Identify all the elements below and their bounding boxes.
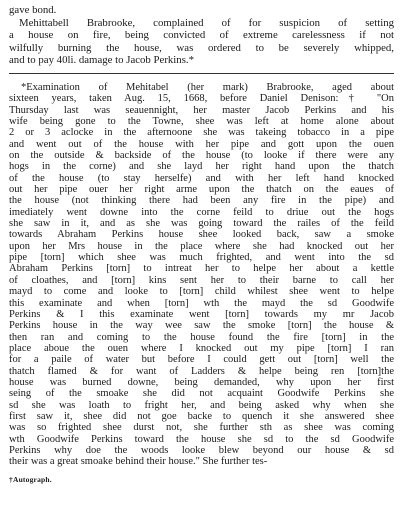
text-line: their was a great smoake behind their house." She further tes- [9, 456, 268, 468]
text-line: a house on fire, being convicted of extreme carelessness if not [9, 29, 394, 42]
text-line: thatch flamed & for want of Ladders & helpe being ren [torn]the [9, 365, 394, 377]
text-line: this examinate and when [torn] wth the mayd the sd Goodwife [9, 297, 394, 309]
text-line: on the outside & backside of the house (to looke if there were any [9, 150, 394, 162]
text-line: place aboue the ouen where I knocked out my pipe [torn] I ran [9, 342, 394, 354]
text-line: hogs in the corne) and she layd her right hand upon the thatch [9, 161, 394, 173]
text-line: 2 or 3 aclocke in the afternoone she was takeing tobacco in a pipe [9, 127, 394, 139]
text-line: mayd to come and looke to [torn] child whilest shee went to helpe [9, 286, 394, 298]
text-line: *Examination of Mehitabel (her mark) Brabrooke, aged about [21, 81, 394, 93]
text-line: Perkins why doe the woods looke blew beyond our house & sd [9, 444, 394, 456]
text-line: Perkins & I this examinate went [torn] towards my mr Jacob [9, 308, 394, 320]
text-line: seing of the smoake she did not acquaint Goodwife Perkins she [9, 388, 394, 400]
footnote-divider [9, 73, 394, 74]
text-line: wilfully burning the house, was ordered to be severely whipped, [9, 41, 394, 54]
text-line: imediately went downe into the corne feild to driue out the hogs [9, 206, 394, 218]
text-line: pipe [torn] which shee was much frighted, and went into the sd [9, 252, 394, 264]
text-line: Abraham Perkins [torn] to intreat her to helpe her about a kettle [9, 263, 394, 275]
text-line: of the house (to stay herselfe) and with her left hand knocked [9, 172, 394, 184]
text-line: and to pay 40li. damage to Jacob Perkins.* [9, 54, 195, 67]
text-line: upon her Mrs house in the place where she had knocked out her [9, 240, 394, 252]
text-line: wth Goodwife Perkins toward the house she sd to the sd Goodwife [9, 433, 394, 445]
text-line: sd she was loath to fright her, and being asked why when she [9, 399, 394, 411]
text-line: house was burned downe, being demanded, why upon her first [9, 376, 394, 388]
main-paragraph [9, 4, 394, 67]
text-line: and went out of the house with her pipe and gott upon the ouen [9, 138, 394, 150]
footnote-mark: †Autograph. [9, 474, 52, 484]
text-line: first saw it, shee did not goe backe to quench it she answered shee [9, 410, 394, 422]
text-line: the house (not thinking there had been any fire in the pipe) and [9, 195, 394, 207]
text-line: was so frighted shee durst not, she further sth as shee was coming [9, 422, 394, 434]
text-line: she saw in it, and as she was going toward the railes of the feild [9, 218, 394, 230]
text-line: for a paile of water but before I could gett out [torn] well the [9, 354, 394, 366]
text-line: then ran and coming to the house found the fire [torn] in the [9, 331, 394, 343]
text-line: Perkins house in the way wee saw the smoke [torn] the house & [9, 320, 394, 332]
text-line: Thursday last was seauennight, her master Jacob Perkins and his [9, 104, 394, 116]
footnote-text [9, 82, 394, 468]
text-line: Mehittabell Brabrooke, complained of for suspicion of setting [19, 16, 394, 29]
text-line: towards Abraham Perkins house shee looked back, saw a smoke [9, 229, 394, 241]
text-line: gave bond. [9, 4, 57, 16]
text-line: sixteen years, taken Aug. 15, 1668, before Daniel Denison:† "On [9, 93, 394, 105]
text-line: out her pipe ouer her right arme upon the thatch on the eaues of [9, 184, 394, 196]
text-line: of cloathes, and [torn] kins sent her to their barne to call her [9, 274, 394, 286]
text-line: wife being gone to the Towne, shee was left at home alone about [9, 116, 394, 127]
